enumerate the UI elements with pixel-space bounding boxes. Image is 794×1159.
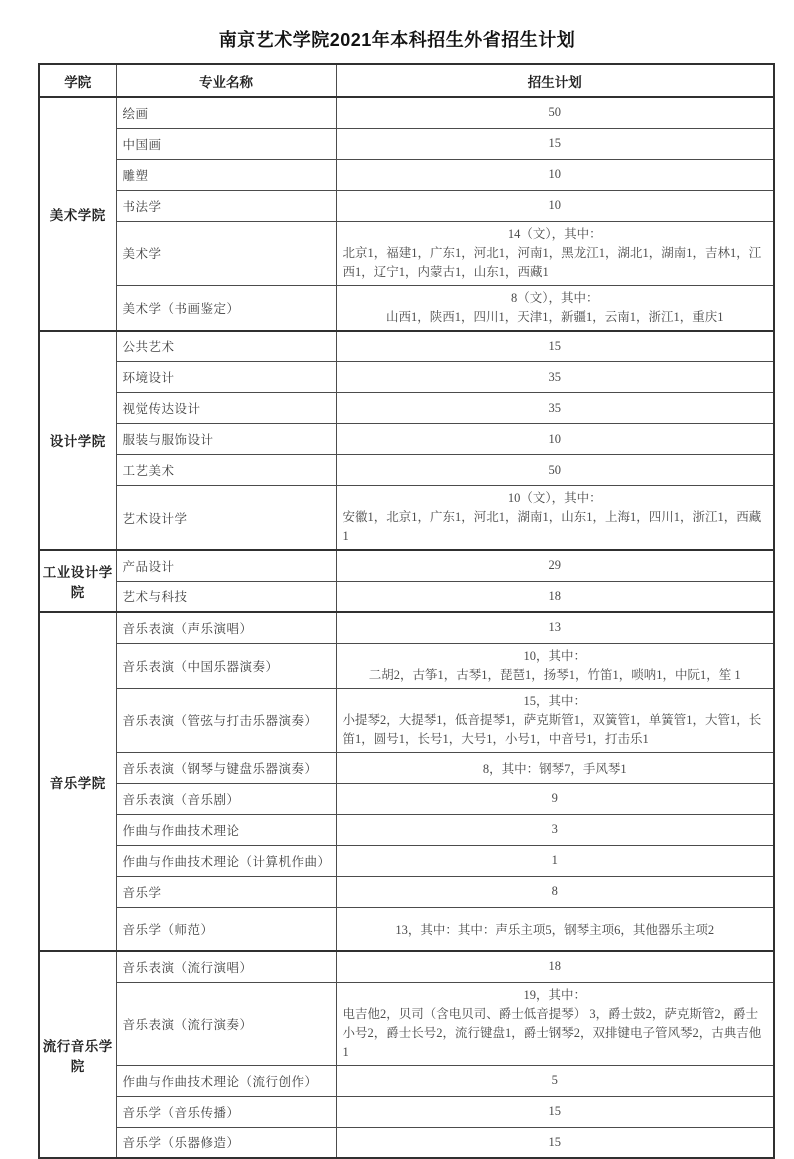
major-cell: 音乐表演（流行演奏）: [116, 982, 336, 1065]
plan-breakdown: 电吉他2，贝司（含电贝司、爵士低音提琴） 3，爵士鼓2，萨克斯管2，爵士小号2，爵士长号2，流行键盘1，爵士钢琴2，双排键电子管风琴2，古典吉他1: [342, 1006, 762, 1059]
major-cell: 中国画: [116, 128, 336, 159]
plan-cell: [336, 486, 774, 551]
college-group-music: [39, 612, 774, 951]
plan-cell: 18: [336, 581, 774, 612]
table-row: [39, 814, 774, 845]
major-cell: 艺术设计学: [116, 486, 336, 551]
major-cell: 视觉传达设计: [116, 393, 336, 424]
plan-cell: [336, 221, 774, 285]
table-row: [39, 876, 774, 907]
table-row: [39, 159, 774, 190]
college-group-industrial-design: [39, 550, 774, 612]
plan-cell: [336, 285, 774, 331]
major-cell: 美术学（书画鉴定）: [116, 285, 336, 331]
plan-summary: 10，其中：: [523, 648, 586, 663]
major-cell: 作曲与作曲技术理论: [116, 814, 336, 845]
plan-cell: 50: [336, 455, 774, 486]
major-cell: 音乐学（乐器修造）: [116, 1127, 336, 1158]
plan-cell: 13，其中：其中：声乐主项5，钢琴主项6，其他器乐主项2: [336, 907, 774, 951]
plan-cell: 13: [336, 612, 774, 643]
table-row: [39, 455, 774, 486]
table-row: [39, 1127, 774, 1158]
table-row: [39, 190, 774, 221]
plan-cell: 8: [336, 876, 774, 907]
table-row: [39, 581, 774, 612]
table-row: [39, 1096, 774, 1127]
major-cell: 产品设计: [116, 550, 336, 581]
table-row: [39, 331, 774, 362]
college-group-fine-arts: [39, 97, 774, 331]
table-row: [39, 1065, 774, 1096]
major-cell: 环境设计: [116, 362, 336, 393]
page-title: 南京艺术学院2021年本科招生外省招生计划: [218, 30, 576, 50]
plan-cell: 10: [336, 424, 774, 455]
major-cell: 音乐表演（管弦与打击乐器演奏）: [116, 688, 336, 752]
plan-cell: 8，其中：钢琴7，手风琴1: [336, 752, 774, 783]
major-cell: 服装与服饰设计: [116, 424, 336, 455]
plan-breakdown: 安徽1，北京1，广东1，河北1，湖南1，山东1，上海1，四川1，浙江1，西藏1: [342, 510, 762, 543]
major-cell: 音乐学: [116, 876, 336, 907]
table-header: [39, 64, 774, 97]
major-cell: 艺术与科技: [116, 581, 336, 612]
plan-cell: 15: [336, 128, 774, 159]
plan-cell: 15: [336, 1096, 774, 1127]
plan-cell: 1: [336, 845, 774, 876]
major-cell: 音乐学（师范）: [116, 907, 336, 951]
table-row: [39, 982, 774, 1065]
plan-summary: 19，其中：: [523, 987, 586, 1002]
college-cell: 美术学院: [39, 97, 116, 331]
table-row: [39, 951, 774, 982]
table-row: [39, 97, 774, 128]
major-cell: 雕塑: [116, 159, 336, 190]
college-group-design: [39, 331, 774, 551]
major-cell: 音乐表演（钢琴与键盘乐器演奏）: [116, 752, 336, 783]
plan-breakdown: 北京1，福建1，广东1，河北1，河南1，黑龙江1，湖北1，湖南1，吉林1，江西1，辽宁1，内蒙古1，山东1，西藏1: [342, 245, 762, 279]
major-cell: 音乐表演（中国乐器演奏）: [116, 643, 336, 688]
plan-cell: 18: [336, 951, 774, 982]
table-row: [39, 285, 774, 331]
major-cell: 书法学: [116, 190, 336, 221]
major-cell: 美术学: [116, 221, 336, 285]
document-page: [0, 26, 794, 1149]
plan-cell: 9: [336, 783, 774, 814]
table-row: [39, 424, 774, 455]
plan-breakdown: 小提琴2，大提琴1，低音提琴1，萨克斯管1，双簧管1，单簧管1，大管1，长笛1，圆号1，长号1，大号1，小号1，中音号1，打击乐1: [342, 712, 762, 746]
table-row: [39, 688, 774, 752]
plan-cell: 29: [336, 550, 774, 581]
table-row: [39, 643, 774, 688]
table-row: [39, 486, 774, 551]
plan-cell: 10: [336, 190, 774, 221]
college-group-pop-music: [39, 951, 774, 1158]
major-cell: 音乐表演（音乐剧）: [116, 783, 336, 814]
major-cell: 音乐表演（声乐演唱）: [116, 612, 336, 643]
plan-cell: 35: [336, 362, 774, 393]
enrollment-table: [38, 63, 775, 1159]
plan-cell: [336, 982, 774, 1065]
college-cell: 流行音乐学院: [39, 951, 116, 1158]
major-cell: 绘画: [116, 97, 336, 128]
header-college: 学院: [39, 64, 116, 97]
table-row: [39, 783, 774, 814]
plan-cell: 50: [336, 97, 774, 128]
plan-cell: [336, 688, 774, 752]
plan-cell: 15: [336, 331, 774, 362]
major-cell: 公共艺术: [116, 331, 336, 362]
table-row: [39, 845, 774, 876]
major-cell: 作曲与作曲技术理论（流行创作）: [116, 1065, 336, 1096]
plan-summary: 10（文），其中：: [507, 491, 602, 505]
header-plan: 招生计划: [336, 64, 774, 97]
plan-cell: 15: [336, 1127, 774, 1158]
plan-summary: 15，其中：: [523, 693, 586, 708]
table-row: [39, 362, 774, 393]
plan-summary: 14（文），其中：: [507, 226, 602, 241]
plan-cell: 5: [336, 1065, 774, 1096]
plan-cell: 10: [336, 159, 774, 190]
major-cell: 音乐学（音乐传播）: [116, 1096, 336, 1127]
plan-cell: 3: [336, 814, 774, 845]
college-cell: 音乐学院: [39, 612, 116, 951]
table-row: [39, 393, 774, 424]
table-row: [39, 612, 774, 643]
major-cell: 工艺美术: [116, 455, 336, 486]
major-cell: 作曲与作曲技术理论（计算机作曲）: [116, 845, 336, 876]
major-cell: 音乐表演（流行演唱）: [116, 951, 336, 982]
table-row: [39, 221, 774, 285]
plan-cell: 35: [336, 393, 774, 424]
plan-cell: [336, 643, 774, 688]
plan-breakdown: 二胡2，古筝1，古琴1，琵琶1，扬琴1，竹笛1，唢呐1，中阮1，笙 1: [368, 667, 741, 682]
table-row: [39, 752, 774, 783]
header-major: 专业名称: [116, 64, 336, 97]
college-cell: 工业设计学院: [39, 550, 116, 612]
table-row: [39, 907, 774, 951]
table-row: [39, 550, 774, 581]
plan-breakdown: 山西1，陕西1，四川1，天津1，新疆1，云南1，浙江1，重庆1: [385, 309, 724, 324]
plan-summary: 8（文），其中：: [510, 290, 599, 305]
table-row: [39, 128, 774, 159]
college-cell: 设计学院: [39, 331, 116, 551]
